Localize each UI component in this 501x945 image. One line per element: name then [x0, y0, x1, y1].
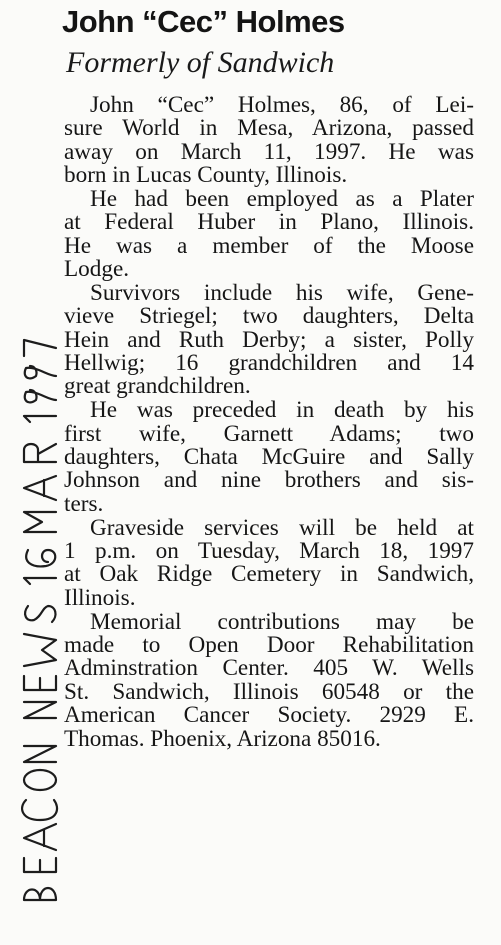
- body-line: first wife, Garnett Adams; two: [64, 420, 474, 447]
- obituary-subhead: Formerly of Sandwich: [66, 46, 335, 79]
- handwriting-drawing: [12, 210, 70, 910]
- body-line: Johnson and nine brothers and sis-: [64, 467, 474, 494]
- body-line: sure World in Mesa, Arizona, passed: [64, 115, 474, 142]
- body-line: Memorial contributions may be: [90, 608, 474, 635]
- obituary-body: [64, 94, 474, 751]
- body-line: Survivors include his wife, Gene-: [90, 279, 474, 306]
- body-line: He had been employed as a Plater: [90, 185, 474, 212]
- handwritten-source-note: [12, 210, 70, 910]
- body-line: at Federal Huber in Plano, Illinois.: [64, 209, 474, 236]
- body-line: Adminstration Center. 405 W. Wells: [64, 655, 474, 682]
- body-line: Graveside services will be held at: [90, 514, 474, 541]
- body-line: 1 p.m. on Tuesday, March 18, 1997: [64, 537, 474, 564]
- body-line: St. Sandwich, Illinois 60548 or the: [64, 678, 474, 705]
- body-line: great grandchildren.: [64, 373, 251, 400]
- body-line: Hein and Ruth Derby; a sister, Polly: [64, 326, 474, 353]
- body-line: John “Cec” Holmes, 86, of Lei-: [90, 92, 474, 118]
- body-line: American Cancer Society. 2929 E.: [64, 702, 474, 729]
- body-line: made to Open Door Rehabilitation: [64, 631, 474, 658]
- body-line: away on March 11, 1997. He was: [64, 138, 474, 165]
- body-line: He was a member of the Moose: [64, 232, 474, 259]
- body-line: Illinois.: [64, 584, 136, 611]
- obituary-headline: John “Cec” Holmes: [62, 4, 345, 39]
- body-line: daughters, Chata McGuire and Sally: [64, 444, 474, 471]
- body-line: Hellwig; 16 grandchildren and 14: [64, 350, 474, 377]
- body-line: vieve Striegel; two daughters, Delta: [64, 303, 474, 330]
- body-line: Lodge.: [64, 256, 130, 283]
- body-line: ters.: [64, 490, 104, 517]
- body-line: at Oak Ridge Cemetery in Sandwich,: [64, 561, 474, 588]
- body-line: He was preceded in death by his: [90, 397, 474, 424]
- body-line: born in Lucas County, Illinois.: [64, 162, 348, 189]
- body-line: Thomas. Phoenix, Arizona 85016.: [64, 725, 381, 752]
